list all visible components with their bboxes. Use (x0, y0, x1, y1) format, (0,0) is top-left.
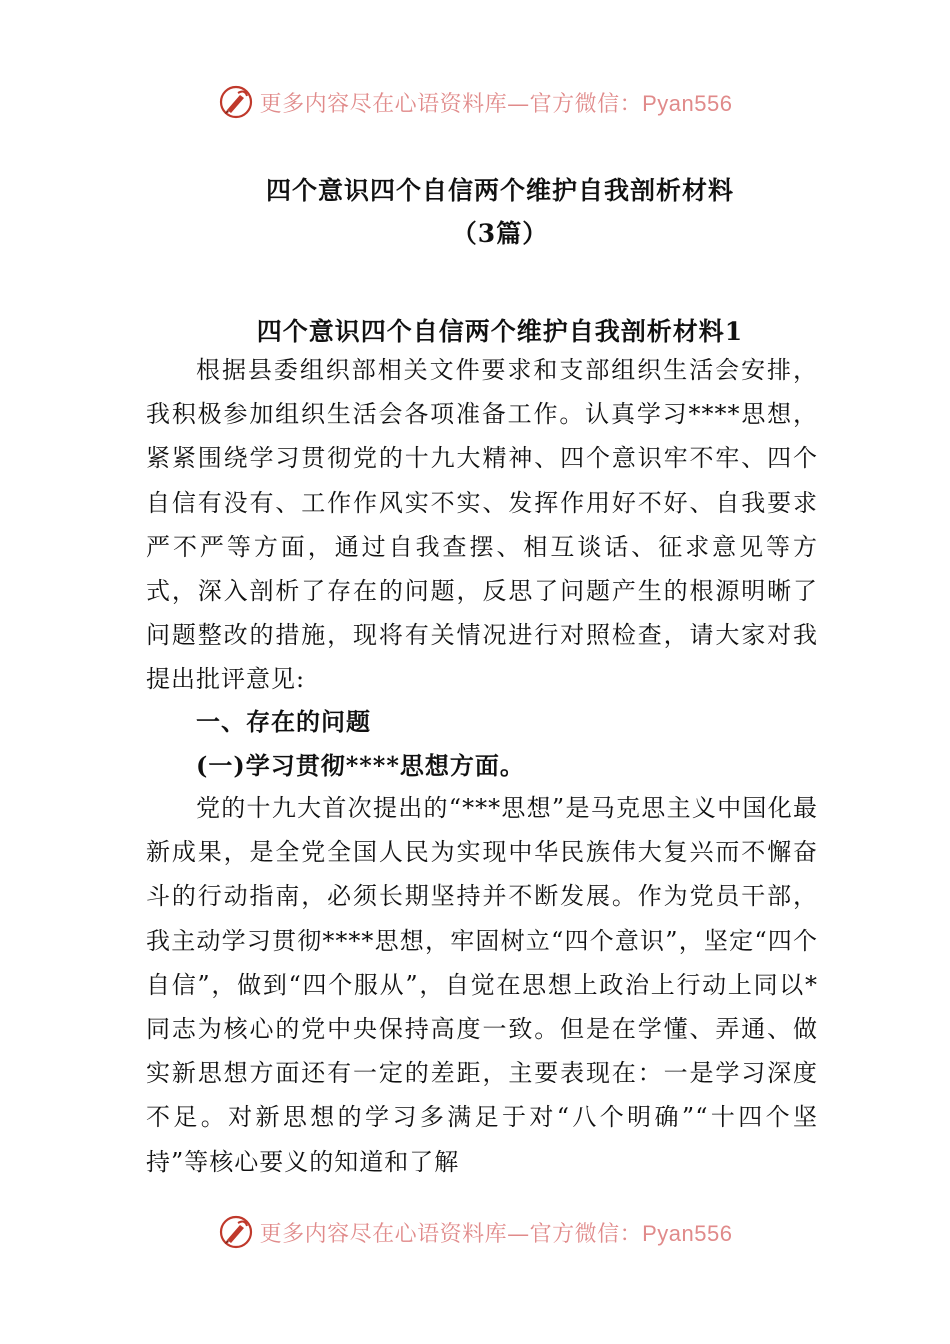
watermark-text: 更多内容尽在心语资料库—官方微信：Pyan556 (259, 1220, 733, 1247)
body-paragraph: 党的十九大首次提出的“***思想”是马克思主义中国化最新成果，是全党全国人民为实现中华民族伟大复兴而不懈奋斗的行动指南，必须长期坚持并不断发展。作为党员干部，我主动学习贯彻****思想，牢固树立“四个意识”，坚定“四个自信”，做到“四个服从”，自觉在思想上政治上行动上同以*同志为核心的党中央保持高度一致。但是在学懂、弄通、做实新思想方面还有一定的差距，主要表现在：一是学习深度不足。对新思想的学习多满足于对“八个明确”“十四个坚持”等核心要义的知道和了解 (146, 794, 818, 1176)
subheading-study-thought: (一)学习贯彻****思想方面。 (196, 751, 525, 780)
pen-logo-icon (218, 1214, 254, 1250)
header-watermark-banner (0, 80, 950, 124)
intro-paragraph: 根据县委组织部相关文件要求和支部组织生活会安排，我积极参加组织生活会各项准备工作。认真学习****思想，紧紧围绕学习贯彻党的十九大精神、四个意识牢不牢、四个自信有没有、工作作风实不实、发挥作用好不好、自我要求严不严等方面，通过自我查摆、相互谈话、征求意见等方式，深入剖析了存在的问题，反思了问题产生的根源明晰了问题整改的措施，现将有关情况进行对照检查，请大家对我提出批评意见: (146, 356, 818, 694)
section-title: 四个意识四个自信两个维护自我剖析材料1 (256, 317, 744, 346)
footer-watermark-banner (0, 1210, 950, 1254)
watermark-text: 更多内容尽在心语资料库—官方微信：Pyan556 (259, 90, 733, 117)
heading-existing-problems: 一、存在的问题 (196, 707, 371, 736)
document-count-label: （3篇） (451, 219, 549, 248)
document-title: 四个意识四个自信两个维护自我剖析材料 (265, 176, 734, 205)
pen-logo-icon (218, 84, 254, 120)
